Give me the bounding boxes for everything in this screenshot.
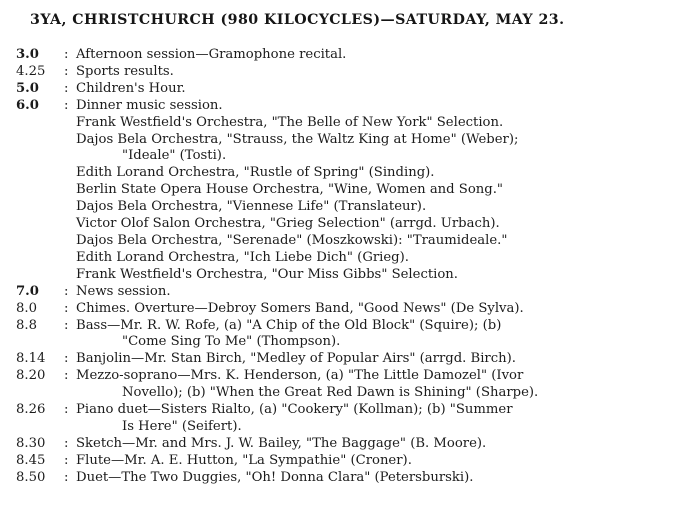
programme-entry (16, 98, 696, 284)
entry-line: Frank Westfield's Orchestra, "Our Miss Gibbs" Selection. (76, 266, 458, 282)
entry-time: 8.50 (16, 469, 46, 485)
entry-line: Afternoon session—Gramophone recital. (76, 47, 347, 62)
time-separator: : (64, 435, 69, 451)
entry-text (76, 47, 696, 64)
entry-line: "Ideale" (Tosti). (122, 148, 227, 164)
programme-entry (16, 301, 696, 318)
entry-line: Sports results. (76, 63, 174, 79)
entry-line: Banjolin—Mr. Stan Birch, "Medley of Popular Airs" (arrgd. Birch). (76, 351, 516, 367)
time-separator: : (64, 283, 69, 299)
entry-line: Dajos Bela Orchestra, "Serenade" (Moszkowski): "Traumideale." (76, 232, 508, 248)
entry-text (76, 436, 696, 453)
time-separator: : (64, 97, 69, 113)
entry-line: Victor Olof Salon Orchestra, "Grieg Selection" (arrgd. Urbach). (76, 216, 500, 232)
entry-text (76, 284, 696, 301)
entry-text (76, 98, 696, 284)
entry-line: Dajos Bela Orchestra, "Strauss, the Waltz King at Home" (Weber); (76, 131, 519, 147)
time-separator: : (64, 80, 69, 96)
time-separator: : (64, 402, 69, 418)
time-separator: : (64, 47, 69, 62)
time-separator: : (64, 300, 69, 316)
entry-line: Frank Westfield's Orchestra, "The Belle of New York" Selection. (76, 114, 504, 130)
programme-entry (16, 453, 696, 470)
programme-list (16, 47, 696, 487)
entry-line: Duet—The Two Duggies, "Oh! Donna Clara" (Petersburski). (76, 469, 474, 485)
time-separator: : (64, 351, 69, 367)
entry-line: Dajos Bela Orchestra, "Viennese Life" (Translateur). (76, 199, 427, 215)
entry-time: 5.0 (16, 80, 39, 96)
programme-entry (16, 351, 696, 368)
entry-time: 8.26 (16, 402, 46, 418)
entry-time: 4.25 (16, 63, 46, 79)
entry-line: Is Here" (Seifert). (122, 418, 242, 434)
entry-text (76, 64, 696, 81)
programme-heading: 3YA, CHRISTCHURCH (980 KILOCYCLES)—SATURDAY, MAY 23. (30, 12, 565, 28)
programme-entry (16, 470, 696, 487)
programme-entry (16, 47, 696, 64)
time-separator: : (64, 317, 69, 333)
entry-text (76, 402, 696, 436)
entry-line: Bass—Mr. R. W. Rofe, (a) "A Chip of the Old Block" (Squire); (b) (76, 317, 502, 333)
time-separator: : (64, 469, 69, 485)
entry-line: Berlin State Opera House Orchestra, "Wine, Women and Song." (76, 182, 503, 198)
programme-entry (16, 368, 696, 402)
entry-time: 6.0 (16, 97, 39, 113)
entry-time: 8.20 (16, 368, 46, 384)
entry-text (76, 453, 696, 470)
programme-entry (16, 318, 696, 352)
programme-entry (16, 81, 696, 98)
entry-text (76, 470, 696, 487)
entry-text (76, 81, 696, 98)
entry-time: 8.30 (16, 435, 46, 451)
time-separator: : (64, 63, 69, 79)
entry-line: Mezzo-soprano—Mrs. K. Henderson, (a) "The Little Damozel" (Ivor (76, 368, 524, 384)
entry-line: News session. (76, 283, 171, 299)
entry-line: Novello); (b) "When the Great Red Dawn is Shining" (Sharpe). (122, 385, 539, 401)
entry-line: Chimes. Overture—Debroy Somers Band, "Good News" (De Sylva). (76, 300, 524, 316)
entry-text (76, 318, 696, 352)
entry-line: Dinner music session. (76, 97, 223, 113)
entry-line: Edith Lorand Orchestra, "Rustle of Spring" (Sinding). (76, 165, 435, 181)
entry-text (76, 301, 696, 318)
entry-time: 3.0 (16, 47, 39, 62)
entry-text (76, 368, 696, 402)
entry-line: Children's Hour. (76, 80, 186, 96)
programme-entry (16, 402, 696, 436)
entry-time: 7.0 (16, 283, 39, 299)
entry-line: Piano duet—Sisters Rialto, (a) "Cookery" (Kollman); (b) "Summer (76, 402, 513, 418)
entry-line: Edith Lorand Orchestra, "Ich Liebe Dich" (Grieg). (76, 249, 409, 265)
entry-text (76, 351, 696, 368)
programme-entry (16, 284, 696, 301)
programme-entry (16, 64, 696, 81)
time-separator: : (64, 368, 69, 384)
entry-time: 8.8 (16, 317, 37, 333)
entry-time: 8.0 (16, 300, 37, 316)
time-separator: : (64, 452, 69, 468)
entry-line: Sketch—Mr. and Mrs. J. W. Bailey, "The Baggage" (B. Moore). (76, 435, 487, 451)
programme-entry (16, 436, 696, 453)
entry-time: 8.45 (16, 452, 46, 468)
entry-line: "Come Sing To Me" (Thompson). (122, 334, 341, 350)
entry-time: 8.14 (16, 351, 46, 367)
entry-line: Flute—Mr. A. E. Hutton, "La Sympathie" (Croner). (76, 452, 412, 468)
